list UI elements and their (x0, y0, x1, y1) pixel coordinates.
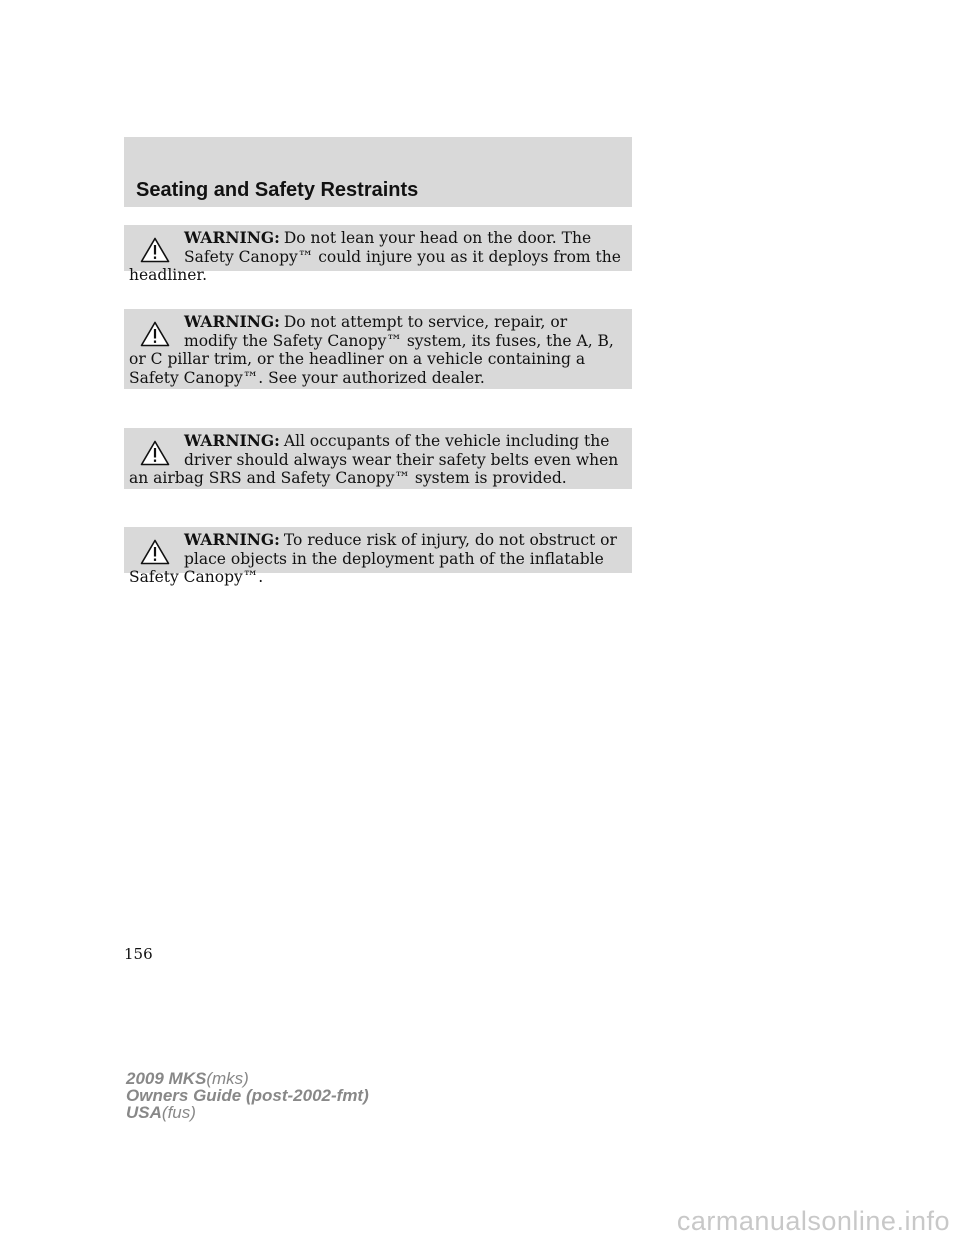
warning-text: Do not attempt to service, repair, or modify the Safety Canopy™ system, its fuses, the A, B, or C pillar trim, or the headliner on a vehicle containing a Safety Canopy™. See your authorized dealer. (129, 313, 614, 387)
footer-line-guide (126, 1087, 369, 1104)
watermark: carmanualsonline.info (676, 1206, 950, 1236)
warning-text: To reduce risk of injury, do not obstruct or place objects in the deployment path of the inflatable Safety Canopy™. (129, 531, 617, 586)
footer-line-market (126, 1104, 369, 1121)
warning-label: WARNING: (184, 431, 280, 450)
warning-triangle-icon (140, 321, 170, 347)
warning-label: WARNING: (184, 228, 280, 247)
warning-text: All occupants of the vehicle including the driver should always wear their safety belts even when an airbag SRS and Safety Canopy™ system is provided. (129, 432, 619, 487)
warning-triangle-icon (140, 539, 170, 565)
footer-guide: Owners Guide (post-2002-fmt) (126, 1086, 369, 1105)
warning-box (124, 225, 632, 284)
section-title: Seating and Safety Restraints (136, 179, 419, 201)
footer-model: 2009 MKS (126, 1069, 207, 1088)
warning-box (124, 527, 632, 586)
document-footer (126, 1070, 369, 1121)
warning-label: WARNING: (184, 530, 280, 549)
footer-line-model (126, 1070, 369, 1087)
warning-box (124, 309, 632, 389)
footer-market-code: (fus) (161, 1103, 196, 1122)
page-number: 156 (124, 945, 153, 963)
footer-model-code: (mks) (206, 1069, 249, 1088)
footer-market: USA (126, 1103, 162, 1122)
warning-triangle-icon (140, 237, 170, 263)
warning-label: WARNING: (184, 312, 280, 331)
section-header (124, 137, 632, 207)
warning-text: Do not lean your head on the door. The Safety Canopy™ could injure you as it deploys from the headliner. (129, 229, 621, 284)
warning-box (124, 428, 632, 489)
warning-triangle-icon (140, 440, 170, 466)
